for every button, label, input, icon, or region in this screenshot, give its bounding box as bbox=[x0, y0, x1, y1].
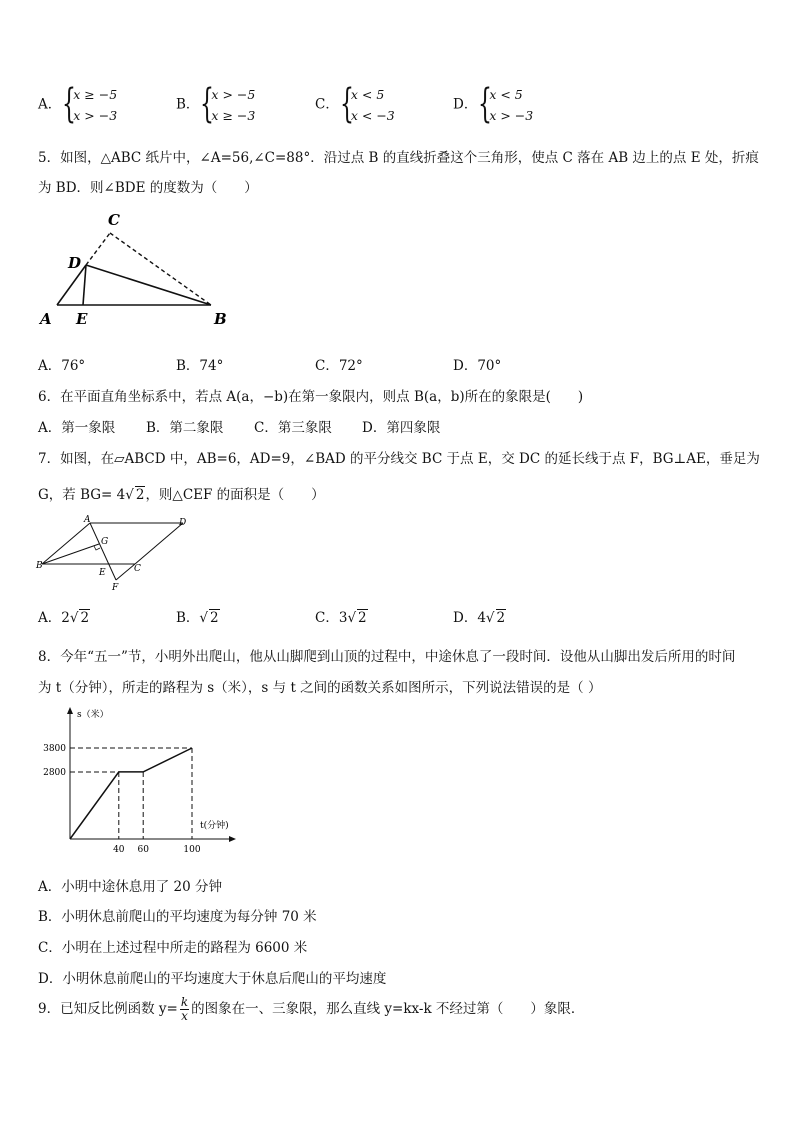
q8-y-tick-3800: 3800 bbox=[43, 744, 66, 754]
q9-text: 9．已知反比例函数 y= $\frac{k}{x}$ 的图象在一、三象限，那么直线 y=kx-k 不经过第（ ）象限． bbox=[38, 995, 585, 1023]
q5-option-a: A．76° bbox=[38, 358, 86, 374]
q8-series-line bbox=[70, 748, 192, 839]
q7-option-a: A．2√ 2 bbox=[38, 610, 90, 626]
q8-x-tick-100: 100 bbox=[183, 845, 201, 855]
q8-text-line1: 8．今年“五一”节，小明外出爬山，他从山脚爬到山顶的过程中，中途休息了一段时间．设他从山脚出发后所用的时间 bbox=[38, 649, 736, 665]
q8-tick-labels bbox=[43, 744, 201, 855]
q5-triangle-figure bbox=[36, 206, 246, 330]
q7-bg-value: 4√ 2 bbox=[116, 487, 145, 503]
q9-fraction: $\frac{k}{x}$ bbox=[180, 995, 189, 1023]
q8-option-a: A．小明中途休息用了 20 分钟 bbox=[38, 879, 223, 895]
q7-text-line1: 7．如图，在▱ABCD 中，AB=6，AD=9，∠BAD 的平分线交 BC 于点 E，交 DC 的延长线于点 F，BG⊥AE，垂足为 bbox=[38, 451, 760, 467]
q5-label-e: E bbox=[76, 310, 88, 328]
q8-option-b: B．小明休息前爬山的平均速度为每分钟 70 米 bbox=[38, 909, 317, 925]
q8-y-axis-label: s（米） bbox=[77, 710, 109, 720]
q5-option-d: D．70° bbox=[453, 358, 502, 374]
q5-label-a: A bbox=[40, 310, 52, 328]
q4-option-d: D． { x < 5 x > −3 bbox=[453, 81, 534, 127]
q5-text-line2: 为 BD．则∠BDE 的度数为（ ） bbox=[38, 180, 258, 196]
q7-label-f: F bbox=[112, 583, 119, 593]
q7-label-d: D bbox=[179, 518, 187, 528]
q5-label-b: B bbox=[214, 310, 227, 328]
q8-x-tick-40: 40 bbox=[113, 845, 125, 855]
q8-guide-lines bbox=[70, 748, 192, 839]
q7-label-g: G bbox=[101, 537, 109, 547]
q7-parallelogram-figure bbox=[34, 513, 200, 593]
q6-option-d: D．第四象限 bbox=[362, 420, 441, 436]
q7-label-c: C bbox=[134, 564, 141, 574]
q4-option-a: A． { x ≥ −5 x > −3 bbox=[38, 81, 118, 127]
q8-distance-time-chart bbox=[30, 702, 240, 860]
q7-option-b: B．√ 2 bbox=[176, 610, 219, 626]
q8-x-tick-60: 60 bbox=[137, 845, 149, 855]
q7-label-b: B bbox=[36, 561, 43, 571]
q5-label-c: C bbox=[108, 211, 120, 229]
q8-x-axis-label: t(分钟) bbox=[200, 821, 229, 831]
q5-text-line1: 5．如图，△ABC 纸片中，∠A=56,∠C=88°．沿过点 B 的直线折叠这个三角形，使点 C 落在 AB 边上的点 E 处，折痕 bbox=[38, 150, 759, 166]
q6-text-line1: 6．在平面直角坐标系中，若点 A(a，−b)在第一象限内，则点 B(a，b)所在的象限是( ) bbox=[38, 389, 584, 405]
q5-label-d: D bbox=[68, 254, 82, 272]
q7-label-a: A bbox=[84, 515, 91, 525]
q8-y-tick-2800: 2800 bbox=[43, 767, 66, 778]
q5-option-c: C．72° bbox=[315, 358, 363, 374]
q7-option-c: C．3√ 2 bbox=[315, 610, 367, 626]
q7-text-line2: G，若 BG= 4√ 2，则△CEF 的面积是（ ） bbox=[38, 487, 325, 503]
q4-option-b: B． { x > −5 x ≥ −3 bbox=[176, 81, 256, 127]
q4-option-c: C． { x < 5 x < −3 bbox=[315, 81, 395, 127]
q5-option-b: B．74° bbox=[176, 358, 224, 374]
q7-label-e: E bbox=[99, 568, 106, 578]
q8-option-c: C．小明在上述过程中所走的路程为 6600 米 bbox=[38, 940, 308, 956]
q6-option-a: A．第一象限 bbox=[38, 420, 116, 436]
q6-option-c: C．第三象限 bbox=[254, 420, 332, 436]
q7-option-d: D．4√ 2 bbox=[453, 610, 506, 626]
q8-option-d: D．小明休息前爬山的平均速度大于休息后爬山的平均速度 bbox=[38, 971, 387, 987]
q8-text-line2: 为 t（分钟），所走的路程为 s（米），s 与 t 之间的函数关系如图所示，下列说法错误的是（ ） bbox=[38, 680, 602, 696]
q6-option-b: B．第二象限 bbox=[146, 420, 224, 436]
